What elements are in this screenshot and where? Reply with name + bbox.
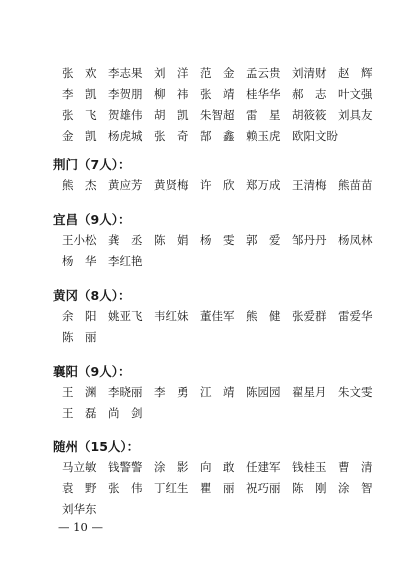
name-entry: 江 靖	[200, 385, 235, 399]
name-entry: 陈 娟	[154, 233, 189, 247]
page-number: — 10 —	[58, 520, 103, 534]
name-entry: 朱智超	[200, 108, 235, 122]
name-entry: 叶文强	[338, 87, 373, 101]
name-entry: 张 靖	[200, 87, 235, 101]
name-entry: 瞿 丽	[200, 481, 235, 495]
name-entry: 李晓丽	[108, 385, 143, 399]
name-entry: 许 欣	[200, 178, 235, 192]
section-heading: 荆门（7人）：	[53, 157, 131, 172]
name-entry: 王 磊	[62, 406, 97, 420]
name-entry: 李红艳	[108, 254, 143, 268]
name-entry: 陈 刚	[292, 481, 327, 495]
name-entry: 余 阳	[62, 309, 97, 323]
name-entry: 杨 雯	[200, 233, 235, 247]
section-heading: 随州（15人）：	[53, 439, 140, 454]
name-entry: 张 飞	[62, 108, 97, 122]
name-entry: 郭 爱	[246, 233, 281, 247]
name-entry: 翟星月	[292, 385, 327, 399]
name-entry: 金 凯	[62, 129, 97, 143]
name-entry: 张 奇	[154, 129, 189, 143]
name-entry: 朱文雯	[338, 385, 373, 399]
name-entry: 张爱群	[292, 309, 327, 323]
name-entry: 龚 丞	[108, 233, 143, 247]
name-entry: 范 金	[200, 66, 235, 80]
name-entry: 胡筱筱	[292, 108, 327, 122]
name-entry: 杨 华	[62, 254, 97, 268]
name-entry: 马立敏	[62, 460, 97, 474]
section-heading: 宜昌（9人）：	[53, 212, 131, 227]
name-entry: 贺雄伟	[108, 108, 143, 122]
name-entry: 董佳军	[200, 309, 235, 323]
name-entry: 王 渊	[62, 385, 97, 399]
name-entry: 雷 星	[246, 108, 281, 122]
name-entry: 邹丹丹	[292, 233, 327, 247]
name-entry: 郜 鑫	[200, 129, 235, 143]
name-entry: 涂 智	[338, 481, 373, 495]
name-entry: 黄应芳	[108, 178, 143, 192]
name-entry: 柳 祎	[154, 87, 189, 101]
name-entry: 张 欢	[62, 66, 97, 80]
name-entry: 桂华华	[246, 87, 281, 101]
name-entry: 李 勇	[154, 385, 189, 399]
name-entry: 钱警警	[108, 460, 143, 474]
name-entry: 郝 志	[292, 87, 327, 101]
section-heading: 襄阳（9人）：	[53, 364, 131, 379]
name-entry: 胡 凯	[154, 108, 189, 122]
name-entry: 李贺朋	[108, 87, 143, 101]
name-entry: 杨凤林	[338, 233, 373, 247]
name-entry: 祝巧丽	[246, 481, 281, 495]
section-heading: 黄冈（8人）：	[53, 288, 131, 303]
name-entry: 赖玉虎	[246, 129, 281, 143]
name-entry: 熊苗苗	[338, 178, 373, 192]
name-entry: 韦红妹	[154, 309, 189, 323]
name-entry: 陈园园	[246, 385, 281, 399]
name-entry: 向 敢	[200, 460, 235, 474]
name-entry: 陈 丽	[62, 330, 97, 344]
name-entry: 袁 野	[62, 481, 97, 495]
name-entry: 赵 辉	[338, 66, 373, 80]
name-entry: 王小松	[62, 233, 97, 247]
name-entry: 刘具友	[338, 108, 373, 122]
name-entry: 黄贤梅	[154, 178, 189, 192]
name-entry: 刘清财	[292, 66, 327, 80]
name-entry: 李志果	[108, 66, 143, 80]
name-entry: 姚亚飞	[108, 309, 143, 323]
name-entry: 王清梅	[292, 178, 327, 192]
name-entry: 丁红生	[154, 481, 189, 495]
name-entry: 涂 影	[154, 460, 189, 474]
name-entry: 李 凯	[62, 87, 97, 101]
name-entry: 熊 健	[246, 309, 281, 323]
name-entry: 雷爱华	[338, 309, 373, 323]
name-entry: 欧阳文盼	[292, 129, 338, 143]
name-entry: 刘华东	[62, 502, 97, 516]
name-entry: 张 伟	[108, 481, 143, 495]
name-entry: 杨虎城	[108, 129, 143, 143]
name-entry: 钱桂玉	[292, 460, 327, 474]
name-entry: 郑万成	[246, 178, 281, 192]
name-entry: 曹 清	[338, 460, 373, 474]
name-entry: 熊 杰	[62, 178, 97, 192]
name-entry: 刘 洋	[154, 66, 189, 80]
name-entry: 孟云贵	[246, 66, 281, 80]
name-entry: 尚 剑	[108, 406, 143, 420]
name-entry: 任建军	[246, 460, 281, 474]
